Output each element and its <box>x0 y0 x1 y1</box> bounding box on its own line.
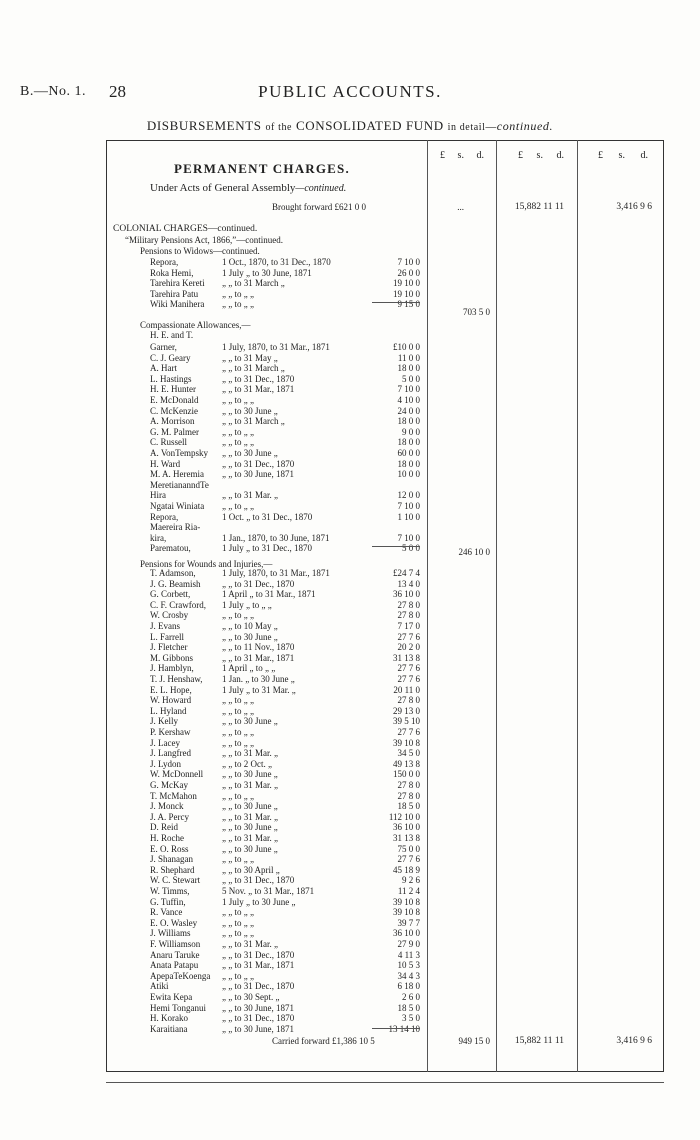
entry-period: „ „ to „ „ <box>222 288 254 299</box>
entry-period: „ „ to 31 Dec., 1870 <box>222 981 295 992</box>
entry-name: W. Crosby <box>150 610 189 621</box>
entry-period: „ „ to 2 Oct. „ <box>222 758 272 769</box>
entry-amount: 9 15 0 <box>397 299 420 310</box>
entry-period: „ „ to 30 June, 1871 <box>222 469 294 480</box>
entry-period: „ „ to 31 March „ <box>222 278 285 289</box>
entry-name: Tarehira Patu <box>150 288 199 299</box>
subtotal-rule <box>372 302 420 303</box>
entry-period: 1 April „ to „ „ <box>222 663 276 674</box>
entry-name: J. Monck <box>150 801 184 812</box>
entry-name: A. Morrison <box>150 416 195 427</box>
entry-name: J. A. Percy <box>150 811 189 822</box>
brought-forward-col2: 15,882 11 11 <box>514 202 564 212</box>
entry-name: L. Hyland <box>150 705 187 716</box>
entry-amount: 27 7 6 <box>397 854 420 865</box>
entry-period: „ „ to 31 Mar. „ <box>222 780 278 790</box>
entry-period: „ „ to „ „ <box>222 610 254 621</box>
entry-amount: 10 5 3 <box>397 960 420 971</box>
entry-amount: 10 0 0 <box>397 469 420 480</box>
entry-period: „ „ to „ „ <box>222 854 254 865</box>
entry-name: Karaitiana <box>150 1023 188 1034</box>
entry-amount: 112 10 0 <box>388 811 420 822</box>
entry-period: 1 July „ to 30 June, 1871 <box>222 267 312 278</box>
entry-name: J. Williams <box>150 928 191 939</box>
entry-period: 1 April „ to 31 Mar., 1871 <box>222 589 316 600</box>
entry-period: 5 Nov. „ to 31 Mar., 1871 <box>222 886 315 896</box>
entry-period: 1 Oct. „ to 31 Dec., 1870 <box>222 511 313 522</box>
entry-period: „ „ to 31 Dec., 1870 <box>222 458 295 469</box>
entry-name: J. Fletcher <box>150 642 188 653</box>
entry-period: 1 July „ to 31 Mar. „ <box>222 684 296 695</box>
entry-amount: 27 9 0 <box>397 939 420 949</box>
heading-h-e-and-t: H. E. and T. <box>150 330 194 340</box>
entry-name: W. McDonnell <box>150 769 204 780</box>
entry-amount: 36 10 0 <box>393 822 420 833</box>
entry-name: J. Evans <box>150 621 180 631</box>
entry-amount: 9 2 6 <box>402 875 420 886</box>
entry-name: G. M. Palmer <box>150 426 199 437</box>
entry-name: F. Williamson <box>150 939 201 949</box>
entry-period: „ „ to „ „ <box>222 970 254 981</box>
entry-period: „ „ to „ „ <box>222 695 254 706</box>
entry-period: „ „ to „ „ <box>222 907 254 918</box>
entry-period: „ „ to „ „ <box>222 299 254 310</box>
entry-name: J. Shanagan <box>150 854 193 865</box>
subheading-in-detail: in detail <box>447 122 486 133</box>
entry-amount: 31 13 8 <box>393 652 420 663</box>
subtotal-rule <box>372 1028 420 1029</box>
entry-name: W. Timms, <box>150 886 190 896</box>
entry-name: J. Kelly <box>150 716 178 727</box>
entry-amount: 18 0 0 <box>397 363 420 374</box>
entry-name: Repora, <box>150 257 179 267</box>
entry-period: „ „ to 31 Dec., 1870 <box>222 373 295 384</box>
entry-name: A. Hart <box>150 363 177 374</box>
entry-amount: 27 8 0 <box>397 610 420 621</box>
brought-forward-col3: 3,416 9 6 <box>616 202 652 212</box>
entry-name: Wiki Manihera <box>150 299 205 310</box>
entry-name: C. McKenzie <box>150 405 198 416</box>
entry-name: H. E. Hunter <box>150 384 196 395</box>
entry-amount: 13 14 10 <box>388 1023 420 1034</box>
entry-name: E. L. Hope, <box>150 684 192 695</box>
entry-amount: 20 2 0 <box>397 642 420 653</box>
entry-name: T. Adamson, <box>150 568 196 578</box>
entry-amount: 36 10 0 <box>393 928 420 939</box>
entry-name: MeretiananndTe <box>150 479 209 490</box>
widows-total: 703 5 0 <box>463 307 490 317</box>
entry-period: „ „ to „ „ <box>222 737 254 748</box>
entry-period: „ „ to 30 June, 1871 <box>222 1023 294 1034</box>
entry-name: E. O. Wasley <box>150 917 198 928</box>
entry-name: C. F. Crawford, <box>150 599 207 610</box>
entry-amount: 45 18 9 <box>393 864 420 875</box>
entry-amount: 7 10 0 <box>397 532 420 543</box>
entry-name: Ewita Kepa <box>150 992 193 1002</box>
heading-pensions-for-wounds: Pensions for Wounds and Injuries,— <box>140 559 273 569</box>
brought-forward-col1: ... <box>457 202 464 212</box>
entry-amount: 18 0 0 <box>397 416 420 427</box>
entry-name: kira, <box>150 532 167 543</box>
entry-name: T. McMahon <box>150 790 197 801</box>
entry-amount: 75 0 0 <box>397 843 420 854</box>
entry-name: G. Tuffin, <box>150 896 186 907</box>
entry-name: Repora, <box>150 511 179 522</box>
entry-name: M. Gibbons <box>150 652 194 663</box>
entry-period: „ „ to „ „ <box>222 437 254 448</box>
entry-name: Hemi Tonganui <box>150 1002 206 1013</box>
entry-period: „ „ to 31 Mar., 1871 <box>222 960 295 971</box>
entry-amount: 12 0 0 <box>397 490 420 501</box>
entry-period: „ „ to 30 June „ <box>222 822 278 833</box>
entry-amount: 39 10 8 <box>393 907 420 918</box>
entry-period: „ „ to 30 June „ <box>222 716 278 727</box>
entry-name: W. C. Stewart <box>150 875 201 886</box>
entry-name: R. Shephard <box>150 864 195 875</box>
entry-name: Anaru Taruke <box>150 949 200 960</box>
subtotal-rule <box>372 546 420 547</box>
entry-period: „ „ to 30 June, 1871 <box>222 1002 294 1013</box>
entry-amount: 19 10 0 <box>393 288 420 299</box>
entry-period: „ „ to „ „ <box>222 395 254 405</box>
entry-name: D. Reid <box>150 822 178 833</box>
entry-period: 1 July „ to „ „ <box>222 599 272 610</box>
entry-amount: 19 10 0 <box>393 278 420 289</box>
entry-period: „ „ to 31 Mar. „ <box>222 490 278 501</box>
column-header-1: £ s. d. <box>440 150 484 161</box>
entry-name: L. Farrell <box>150 631 184 642</box>
entry-amount: 11 0 0 <box>397 352 420 363</box>
entry-amount: 18 5 0 <box>397 1002 420 1013</box>
entry-amount: 34 4 3 <box>397 970 420 981</box>
page-number: 28 <box>109 82 126 101</box>
entry-period: „ „ to 31 March „ <box>222 416 285 427</box>
entry-amount: 18 5 0 <box>397 801 420 812</box>
entry-period: 1 July „ to 30 June „ <box>222 896 296 907</box>
entry-period: „ „ to 30 June „ <box>222 405 278 416</box>
document-reference: B.—No. 1. <box>20 84 86 99</box>
brought-forward-label: Brought forward £621 0 0 <box>272 202 366 212</box>
entry-amount: 31 13 8 <box>393 833 420 843</box>
entry-amount: 7 10 0 <box>397 501 420 511</box>
entry-amount: 60 0 0 <box>397 448 420 458</box>
entry-amount: 7 10 0 <box>397 257 420 267</box>
entry-name: ApeраTeKoenga <box>150 970 211 981</box>
table-subheading <box>0 118 700 134</box>
entry-amount: 150 0 0 <box>393 769 420 780</box>
entry-amount: 18 0 0 <box>397 437 420 448</box>
entry-period: „ „ to 10 May „ <box>222 621 278 631</box>
section-title: PERMANENT CHARGES. <box>174 161 350 176</box>
subheading-fund: CONSOLIDATED FUND <box>295 118 444 133</box>
entry-period: „ „ to 30 April „ <box>222 864 280 875</box>
carried-forward-col1: 949 15 0 <box>458 1036 490 1046</box>
entry-amount: 27 7 6 <box>397 663 420 674</box>
entry-amount: 27 8 0 <box>397 599 420 610</box>
entry-amount: 4 11 3 <box>397 949 420 960</box>
entry-period: „ „ to „ „ <box>222 928 254 939</box>
carried-forward-col3: 3,416 9 6 <box>616 1036 652 1046</box>
entry-amount: 2 6 0 <box>402 992 420 1002</box>
entry-amount: 29 13 0 <box>393 705 420 716</box>
entry-name: Anata Patapu <box>150 960 199 971</box>
entry-name: P. Kershaw <box>150 727 191 737</box>
entry-period: „ „ to 31 Dec., 1870 <box>222 1013 295 1024</box>
entry-amount: 3 5 0 <box>402 1013 420 1024</box>
column-header-3: £ s. d. <box>598 150 648 161</box>
entry-amount: 4 10 0 <box>397 395 420 405</box>
entry-amount: 39 10 8 <box>393 737 420 748</box>
entry-period: „ „ to 31 Mar. „ <box>222 939 278 949</box>
subheading-of-the: of the <box>265 122 293 133</box>
entry-amount: 27 8 0 <box>397 780 420 790</box>
entry-amount: 49 13 8 <box>393 758 420 769</box>
entry-period: „ „ to 31 Mar. „ <box>222 811 278 822</box>
entry-period: „ „ to 30 June „ <box>222 769 278 780</box>
entry-period: 1 July, 1870, to 31 Mar., 1871 <box>222 568 330 578</box>
entry-name: J. Hamblyn, <box>150 663 194 674</box>
column-divider <box>427 140 428 1072</box>
entry-period: „ „ to 31 March „ <box>222 363 285 374</box>
subheading-main: DISBURSEMENTS <box>146 118 262 133</box>
entry-period: „ „ to „ „ <box>222 705 254 716</box>
entry-name: E. McDonald <box>150 395 199 405</box>
heading-compassionate-allowances: Compassionate Allowances,— <box>140 320 251 330</box>
heading-military-pensions-act: “Military Pensions Act, 1866,”—continued. <box>125 235 283 245</box>
entry-name: M. A. Heremia <box>150 469 204 480</box>
entry-name: Parematou, <box>150 543 191 554</box>
entry-amount: 39 10 8 <box>393 896 420 907</box>
entry-name: G. McKay <box>150 780 188 790</box>
entry-amount: 7 17 0 <box>397 621 420 631</box>
entry-period: 1 July, 1870, to 31 Mar., 1871 <box>222 342 330 352</box>
entry-period: „ „ to „ „ <box>222 727 254 737</box>
entry-amount: 27 7 6 <box>397 674 420 684</box>
entry-period: „ „ to 31 Dec., 1870 <box>222 875 295 886</box>
entry-amount: 34 5 0 <box>397 748 420 759</box>
entry-name: R. Vance <box>150 907 183 918</box>
entry-amount: 39 7 7 <box>397 917 420 928</box>
column-divider <box>496 140 497 1072</box>
entry-amount: 20 11 0 <box>393 684 420 695</box>
entry-name: C. J. Geary <box>150 352 191 363</box>
entry-period: „ „ to 30 June „ <box>222 631 278 642</box>
entry-name: W. Howard <box>150 695 192 706</box>
entry-amount: 9 0 0 <box>402 426 420 437</box>
entry-period: „ „ to 31 May „ <box>222 352 278 363</box>
entry-name: T. J. Henshaw, <box>150 674 203 684</box>
entry-period: „ „ to „ „ <box>222 426 254 437</box>
entry-name: J. Langfred <box>150 748 191 759</box>
compassionate-total: 246 10 0 <box>458 547 490 557</box>
entry-name: Garner, <box>150 342 177 352</box>
entry-amount: 27 7 6 <box>397 631 420 642</box>
entry-name: Tarehira Kereti <box>150 278 205 289</box>
heading-pensions-to-widows: Pensions to Widows—continued. <box>140 246 260 256</box>
entry-name: J. Lacey <box>150 737 180 748</box>
entry-amount: 13 4 0 <box>397 578 420 589</box>
heading-colonial-charges: COLONIAL CHARGES—continued. <box>113 224 258 234</box>
entry-name: H. Ward <box>150 458 181 469</box>
entry-amount: 5 0 0 <box>402 543 420 554</box>
entry-amount: 24 0 0 <box>397 405 420 416</box>
page-title: PUBLIC ACCOUNTS. <box>258 82 442 101</box>
entry-name: Maereira Ria- <box>150 522 201 533</box>
entry-amount: 26 0 0 <box>397 267 420 278</box>
entry-period: „ „ to „ „ <box>222 501 254 511</box>
entry-name: J. Lydon <box>150 758 182 769</box>
entry-period: „ „ to 30 June „ <box>222 801 278 812</box>
entry-period: 1 July „ to 31 Dec., 1870 <box>222 543 312 554</box>
column-divider <box>577 140 578 1072</box>
entry-name: H. Korako <box>150 1013 188 1024</box>
entry-name: H. Roche <box>150 833 184 843</box>
entry-period: „ „ to 31 Mar., 1871 <box>222 384 295 395</box>
entry-name: A. VonTempsky <box>150 448 209 458</box>
entry-amount: 6 18 0 <box>397 981 420 992</box>
entry-amount: 5 0 0 <box>402 373 420 384</box>
entry-name: J. G. Beamish <box>150 578 201 589</box>
entry-name: Atiki <box>150 981 169 992</box>
entry-period: „ „ to 30 Sept. „ <box>222 992 280 1002</box>
entry-period: „ „ to „ „ <box>222 917 254 928</box>
entry-name: Roka Hemi, <box>150 267 194 278</box>
entry-period: „ „ to 31 Dec., 1870 <box>222 578 295 589</box>
entry-amount: 27 8 0 <box>397 790 420 801</box>
entry-period: „ „ to 30 June „ <box>222 448 278 458</box>
entry-period: „ „ to „ „ <box>222 790 254 801</box>
entry-period: 1 Oct., 1870, to 31 Dec., 1870 <box>222 257 331 267</box>
entry-name: G. Corbett, <box>150 589 191 600</box>
entry-period: „ „ to 11 Nov., 1870 <box>222 642 295 653</box>
entry-name: E. O. Ross <box>150 843 189 854</box>
entry-name: L. Hastings <box>150 373 192 384</box>
entry-amount: 1 10 0 <box>397 511 420 522</box>
entry-amount: 27 7 6 <box>397 727 420 737</box>
entry-amount: 36 10 0 <box>393 589 420 600</box>
entry-amount: 27 8 0 <box>397 695 420 706</box>
entry-amount: 7 10 0 <box>397 384 420 395</box>
entry-amount: £10 0 0 <box>393 342 420 352</box>
entry-period: 1 Jan. „ to 30 June „ <box>222 674 295 684</box>
bottom-rule <box>106 1082 664 1083</box>
entry-period: „ „ to 31 Mar., 1871 <box>222 652 295 663</box>
entry-period: „ „ to 30 June „ <box>222 843 278 854</box>
entry-amount: 18 0 0 <box>397 458 420 469</box>
column-header-2: £ s. d. <box>518 150 564 161</box>
subheading-continued: —continued. <box>485 119 554 133</box>
entry-period: „ „ to 31 Mar. „ <box>222 748 278 759</box>
entry-amount: 39 5 10 <box>393 716 420 727</box>
entry-name: C. Russell <box>150 437 188 448</box>
entry-name: Ngatai Winiata <box>150 501 205 511</box>
entry-period: „ „ to 31 Dec., 1870 <box>222 949 295 960</box>
entry-amount: £24 7 4 <box>393 568 420 578</box>
entry-period: 1 Jan., 1870, to 30 June, 1871 <box>222 532 330 543</box>
entry-name: Hira <box>150 490 166 501</box>
carried-forward-col2: 15,882 11 11 <box>514 1036 564 1046</box>
entry-amount: 11 2 4 <box>397 886 420 896</box>
carried-forward-label: Carried forward £1,386 10 5 <box>272 1036 375 1046</box>
acts-heading: Under Acts of General Assembly—continued. <box>150 182 347 194</box>
entry-period: „ „ to 31 Mar. „ <box>222 833 278 843</box>
